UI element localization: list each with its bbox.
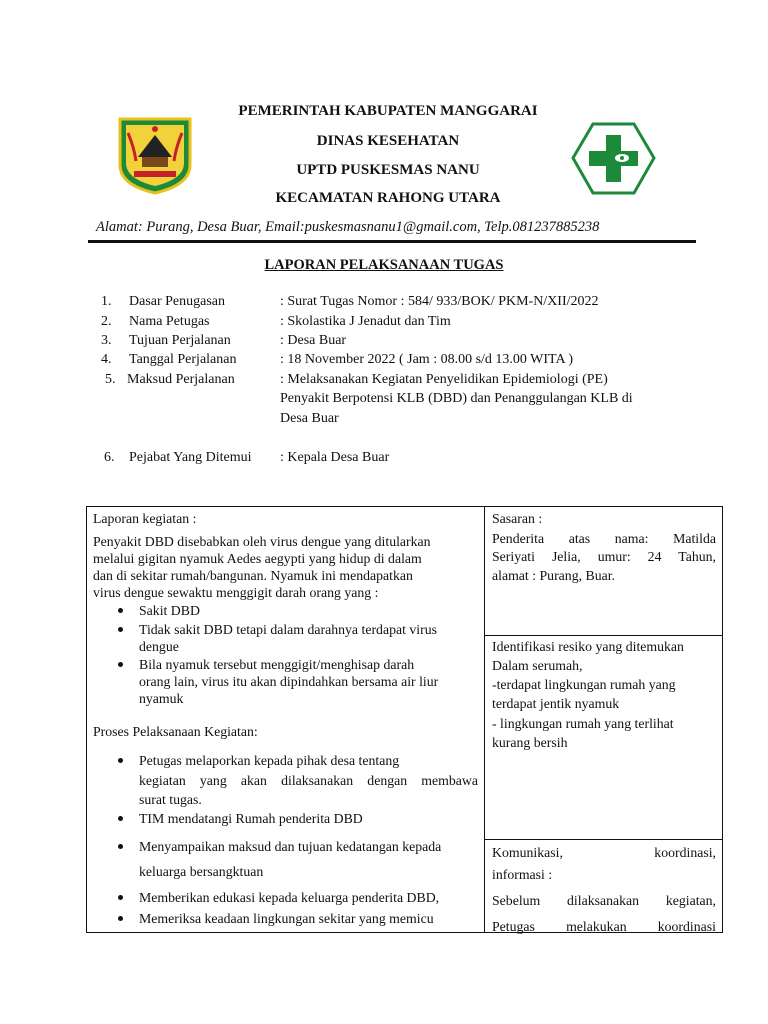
- table-row-divider: [484, 839, 723, 840]
- header-kecamatan: KECAMATAN RAHONG UTARA: [275, 190, 501, 206]
- report-title: LAPORAN PELAKSANAAN TUGAS: [264, 257, 504, 273]
- list-item-continued: dengue: [139, 639, 179, 654]
- table-column-divider: [484, 506, 485, 933]
- laporan-paragraph-line: melalui gigitan nyamuk Aedes aegypti yang hidup di dalam: [93, 551, 422, 566]
- list-item: Tidak sakit DBD tetapi dalam darahnya terdapat virus: [139, 622, 437, 637]
- laporan-heading: Laporan kegiatan :: [93, 511, 197, 526]
- sasaran-line: Penderita atas nama: Matilda: [492, 531, 716, 546]
- list-item: Memeriksa keadaan lingkungan sekitar yang memicu: [139, 911, 434, 926]
- item-number: 4.: [101, 352, 112, 367]
- list-item: Bila nyamuk tersebut menggigit/menghisap darah: [139, 657, 415, 672]
- header-address: Alamat: Purang, Desa Buar, Email:puskesmasnanu1@gmail.com, Telp.081237885238: [96, 219, 600, 235]
- item-label: Maksud Perjalanan: [127, 372, 235, 387]
- sasaran-heading: Sasaran :: [492, 511, 543, 526]
- proses-heading: Proses Pelaksanaan Kegiatan:: [93, 724, 258, 739]
- sasaran-line: Seriyati Jelia, umur: 24 Tahun,: [492, 549, 716, 564]
- item-value-continued: Desa Buar: [280, 411, 339, 426]
- laporan-paragraph-line: virus dengue sewaktu menggigit darah orang yang :: [93, 585, 379, 600]
- laporan-paragraph-line: dan di sekitar rumah/bangunan. Nyamuk ini mendapatkan: [93, 568, 413, 583]
- sasaran-line: alamat : Purang, Buar.: [492, 568, 615, 583]
- item-value-continued: Penyakit Berpotensi KLB (DBD) dan Penanggulangan KLB di: [280, 391, 633, 406]
- list-item-continued: surat tugas.: [139, 792, 202, 807]
- header-department: DINAS KESEHATAN: [316, 133, 460, 149]
- komunikasi-line: Petugas melakukan koordinasi: [492, 919, 716, 934]
- item-label: Tanggal Perjalanan: [129, 352, 237, 367]
- item-value: : Skolastika J Jenadut dan Tim: [280, 314, 451, 329]
- item-value: : Kepala Desa Buar: [280, 450, 390, 465]
- laporan-paragraph-line: Penyakit DBD disebabkan oleh virus dengue yang ditularkan: [93, 534, 431, 549]
- list-item-continued: orang lain, virus itu akan dipindahkan bersama air liur: [139, 674, 439, 689]
- item-value: : Melaksanakan Kegiatan Penyelidikan Epidemiologi (PE): [280, 372, 608, 387]
- item-value: : Desa Buar: [280, 333, 347, 348]
- list-item-continued: nyamuk: [139, 691, 184, 706]
- manggarai-crest-logo: [114, 113, 196, 195]
- list-item: Memberikan edukasi kepada keluarga penderita DBD,: [139, 890, 440, 905]
- list-item: Menyampaikan maksud dan tujuan kedatangan kepada: [139, 839, 442, 854]
- resiko-line: terdapat jentik nyamuk: [492, 696, 620, 711]
- item-number: 2.: [101, 314, 112, 329]
- item-number: 1.: [101, 294, 112, 309]
- table-row-divider: [484, 635, 723, 636]
- header-divider: [88, 240, 696, 243]
- komunikasi-line: Komunikasi, koordinasi,: [492, 845, 716, 860]
- komunikasi-line: Sebelum dilaksanakan kegiatan,: [492, 893, 716, 908]
- item-number: 5.: [105, 372, 116, 387]
- item-number: 6.: [104, 450, 115, 465]
- resiko-line: kurang bersih: [492, 735, 568, 750]
- item-number: 3.: [101, 333, 112, 348]
- list-item: [139, 752, 478, 769]
- item-label: Nama Petugas: [129, 314, 210, 329]
- header-government: PEMERINTAH KABUPATEN MANGGARAI: [238, 103, 538, 119]
- list-item: TIM mendatangi Rumah penderita DBD: [139, 811, 363, 826]
- list-item-continued: kegiatan yang akan dilaksanakan dengan membawa: [139, 773, 478, 788]
- item-label: Tujuan Perjalanan: [129, 333, 231, 348]
- resiko-line: Dalam serumah,: [492, 658, 583, 673]
- list-item-text: Petugas melaporkan kepada pihak desa tentang: [139, 753, 400, 768]
- resiko-line: - lingkungan rumah yang terlihat: [492, 716, 674, 731]
- list-item-continued: keluarga bersangktuan: [139, 864, 264, 879]
- resiko-line: -terdapat lingkungan rumah yang: [492, 677, 676, 692]
- list-item: Sakit DBD: [139, 603, 200, 618]
- item-label: Dasar Penugasan: [129, 294, 226, 309]
- item-value: : Surat Tugas Nomor : 584/ 933/BOK/ PKM-N/XII/2022: [280, 294, 599, 309]
- header-puskesmas: UPTD PUSKESMAS NANU: [296, 162, 480, 178]
- item-label: Pejabat Yang Ditemui: [129, 450, 252, 465]
- resiko-line: Identifikasi resiko yang ditemukan: [492, 639, 684, 654]
- item-value: : 18 November 2022 ( Jam : 08.00 s/d 13.00 WITA ): [280, 352, 573, 367]
- komunikasi-line: informasi :: [492, 867, 553, 882]
